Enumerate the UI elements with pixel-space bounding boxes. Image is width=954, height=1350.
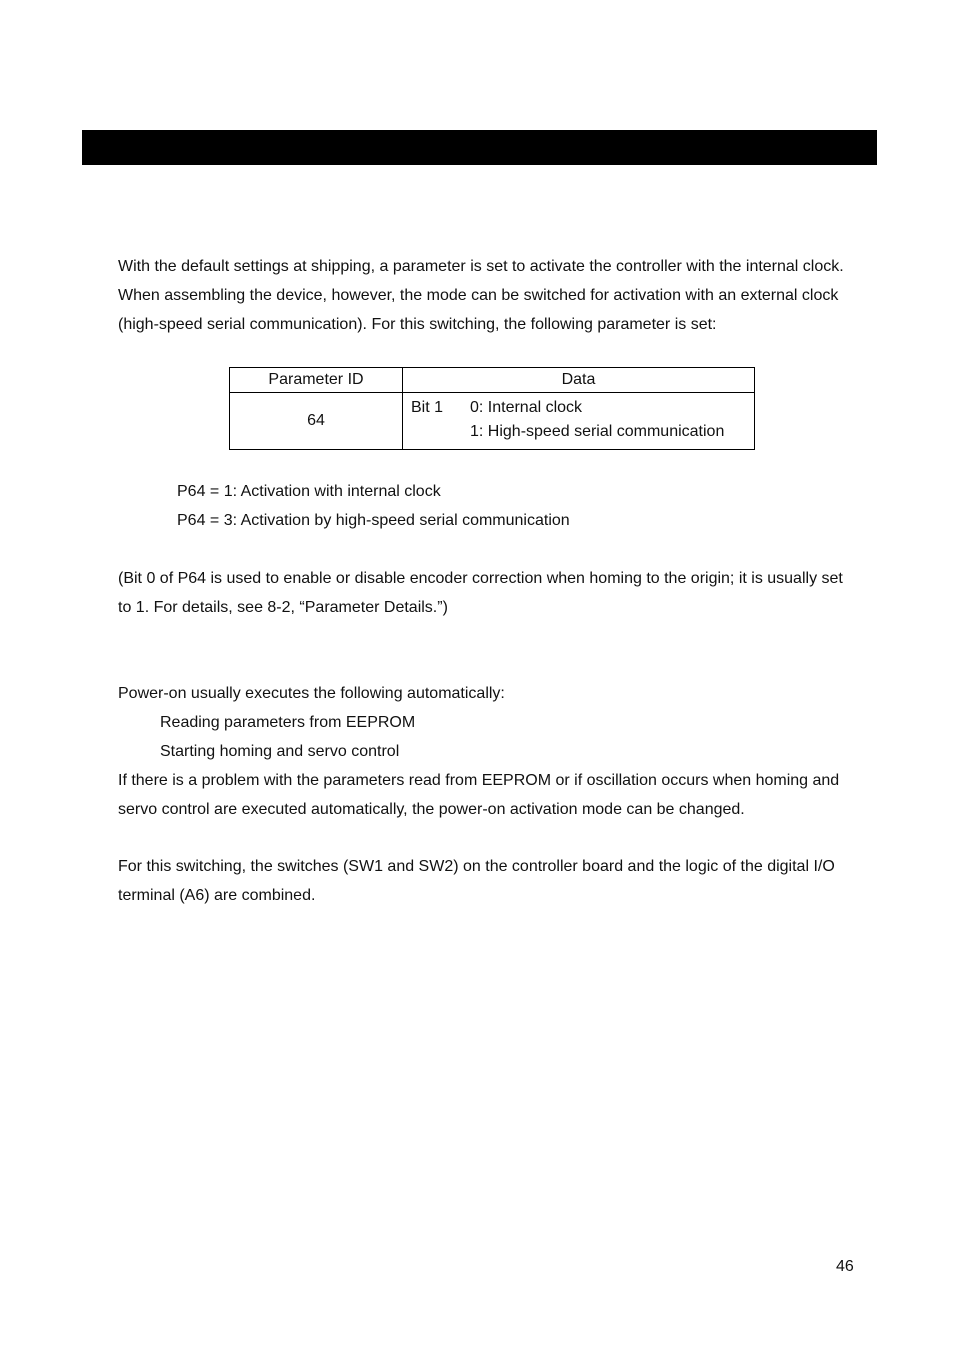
switching-line: terminal (A6) are combined.: [118, 887, 316, 904]
option-0: 0: Internal clock: [470, 399, 583, 416]
paragraph-line: (high-speed serial communication). For this switching, the following parameter is set:: [118, 316, 717, 333]
intro-paragraph: [118, 252, 876, 339]
data-line-0: [411, 396, 746, 420]
table-header-row: [230, 368, 755, 393]
settings-list: [118, 477, 876, 535]
bit-label: Bit 1: [411, 399, 444, 416]
table-row: [230, 393, 755, 450]
note-paragraph: [118, 564, 876, 622]
parameter-id-cell: 64: [230, 393, 403, 450]
note-line: (Bit 0 of P64 is used to enable or disable encoder correction when homing to the origin; it is usually set: [118, 570, 843, 587]
setting-item: P64 = 1: Activation with internal clock: [177, 483, 441, 500]
section-header-bar: [82, 130, 877, 165]
page-number: 46: [836, 1258, 854, 1275]
header-data: Data: [403, 368, 755, 393]
header-parameter-id: Parameter ID: [230, 368, 403, 393]
data-line-1: [411, 420, 746, 444]
poweron-line: servo control are executed automatically, the power-on activation mode can be changed.: [118, 801, 745, 818]
paragraph-line: With the default settings at shipping, a parameter is set to activate the controller with the internal clock.: [118, 258, 844, 275]
parameter-table: [229, 367, 755, 450]
paragraph-line: When assembling the device, however, the mode can be switched for activation with an external clock: [118, 287, 839, 304]
poweron-line: If there is a problem with the parameters read from EEPROM or if oscillation occurs when homing and: [118, 772, 840, 789]
setting-item: P64 = 3: Activation by high-speed serial communication: [177, 512, 570, 529]
poweron-item: Reading parameters from EEPROM: [160, 714, 416, 731]
switching-paragraph: [118, 852, 876, 910]
option-1: 1: High-speed serial communication: [470, 423, 725, 440]
poweron-section: [118, 679, 876, 824]
data-cell: [403, 393, 755, 450]
switching-line: For this switching, the switches (SW1 and SW2) on the controller board and the logic of the digital I/O: [118, 858, 835, 875]
note-line: to 1. For details, see 8-2, “Parameter Details.”): [118, 599, 448, 616]
poweron-item: Starting homing and servo control: [160, 743, 400, 760]
poweron-intro: Power-on usually executes the following automatically:: [118, 685, 505, 702]
